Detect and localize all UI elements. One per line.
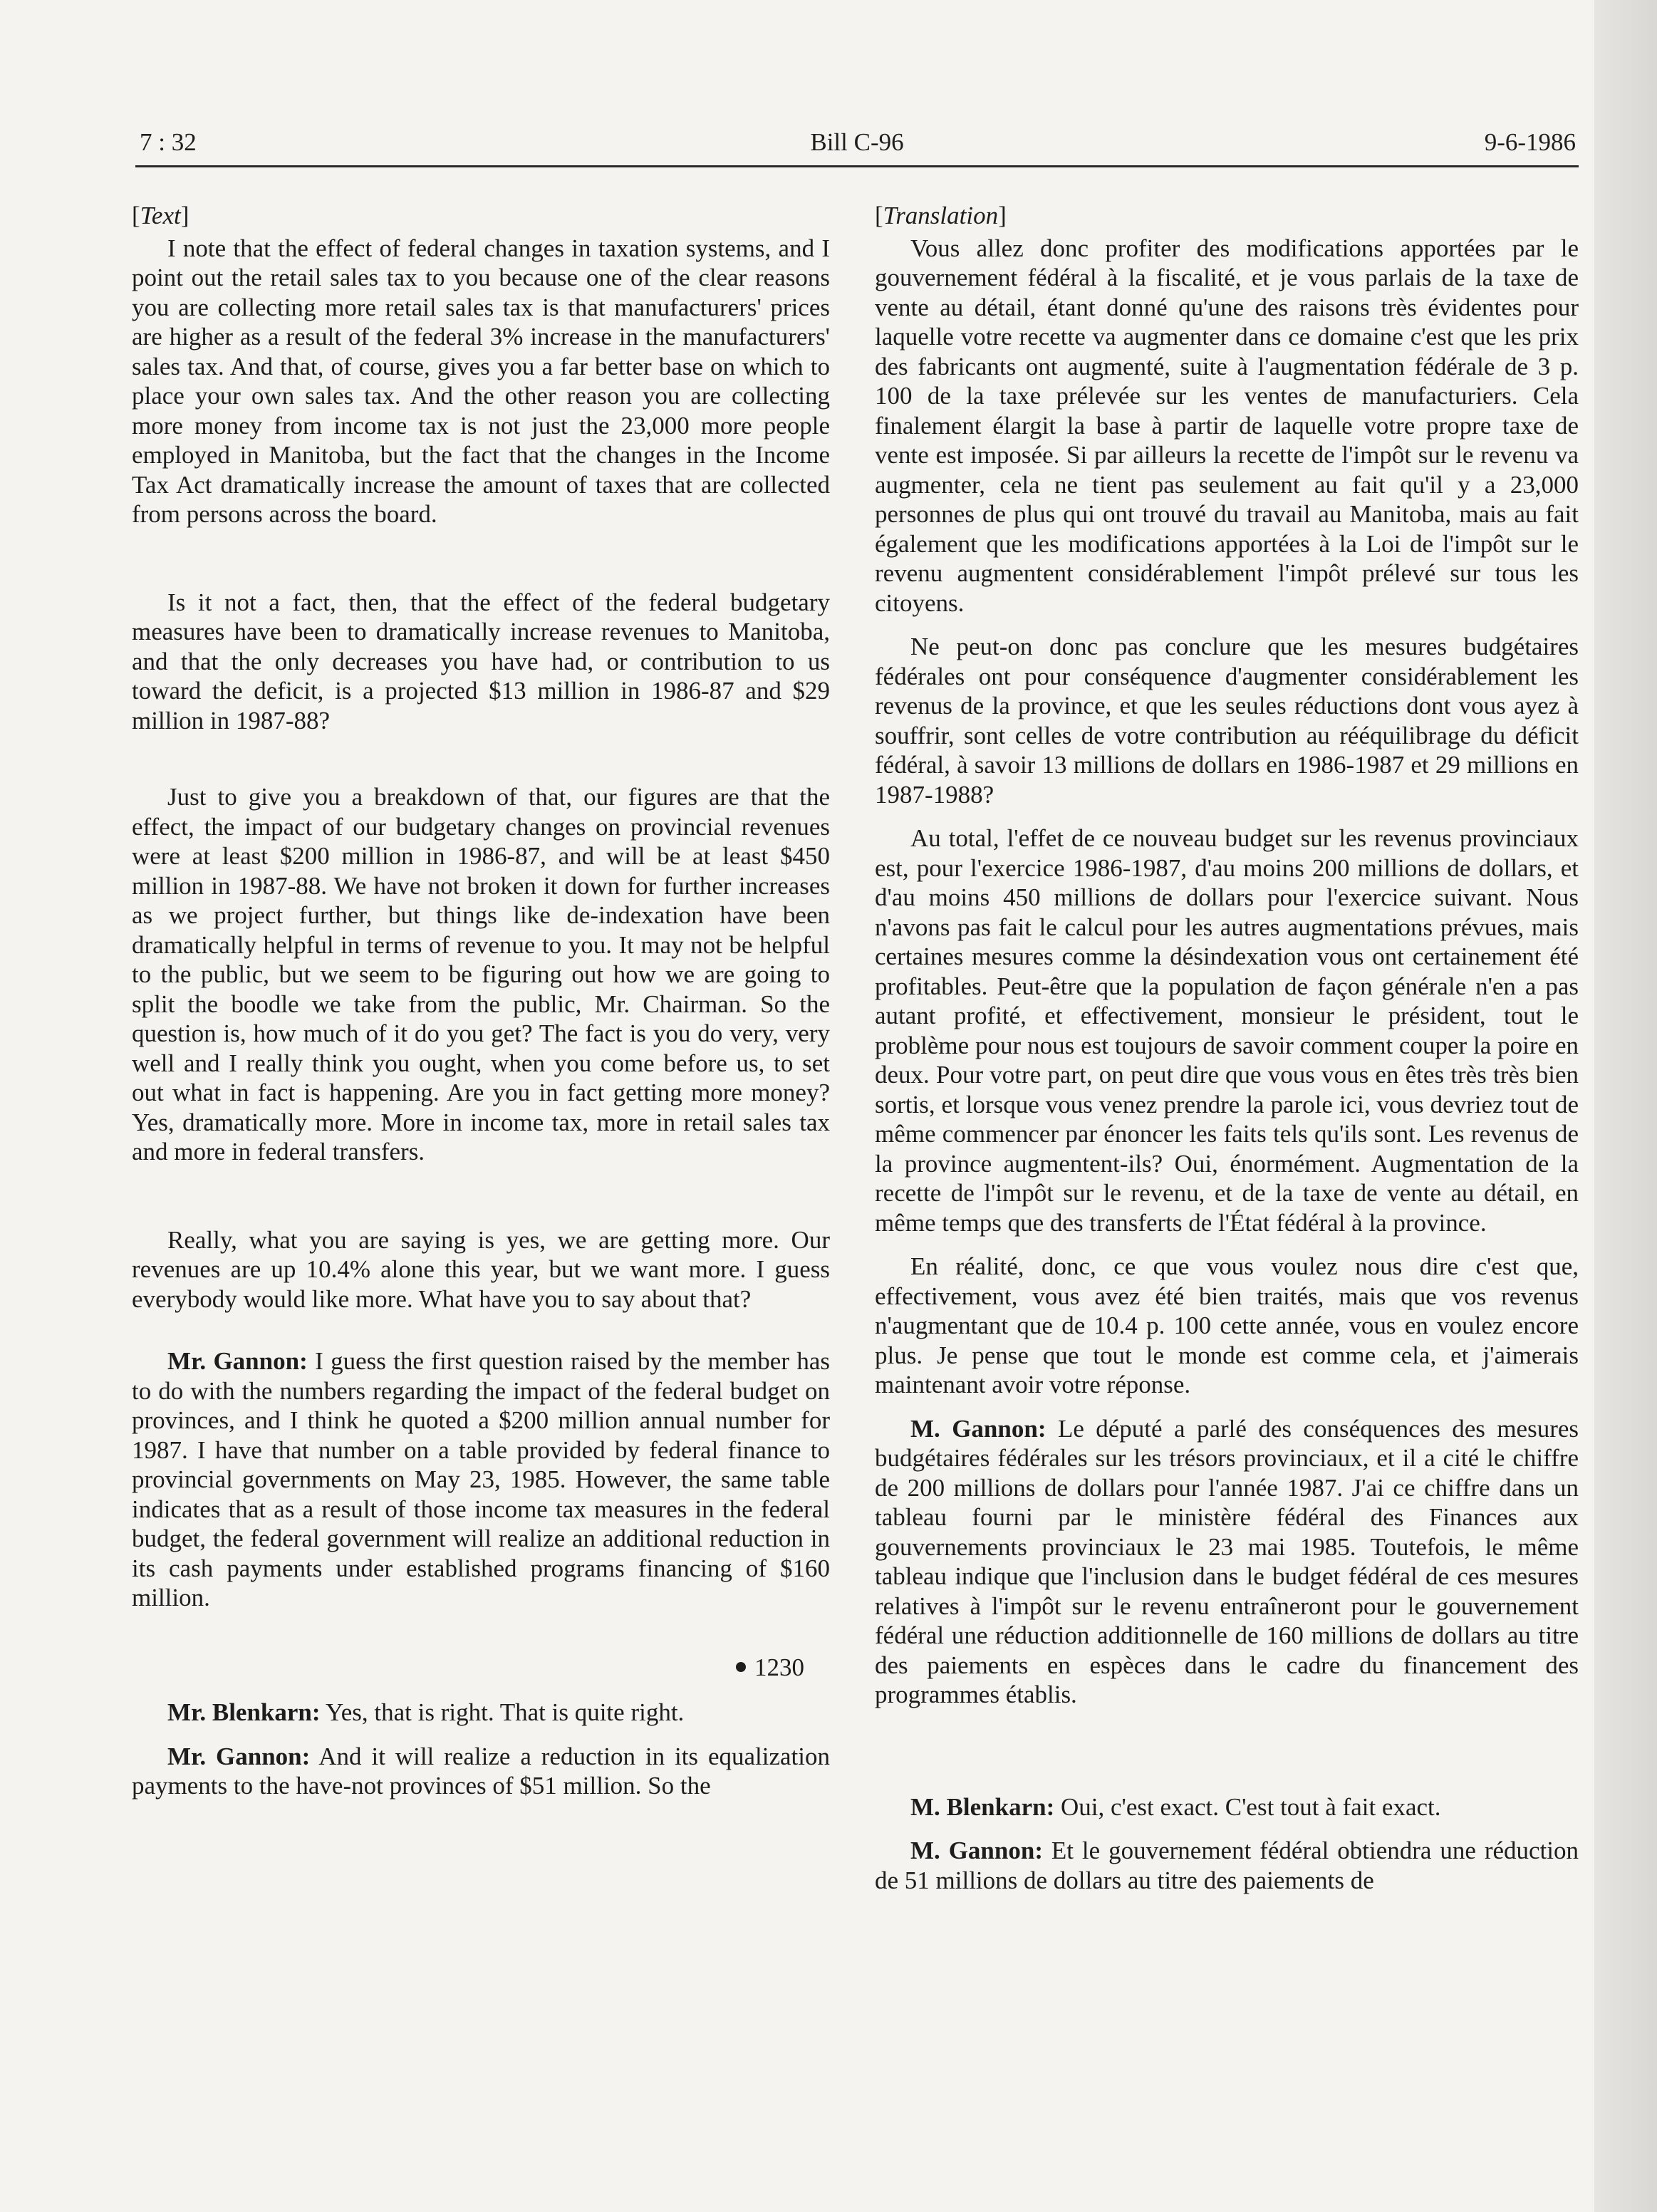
speaker-name: Mr. Gannon: [167, 1347, 308, 1375]
speaker-name: Mr. Gannon: [167, 1742, 311, 1770]
column-label-text: Translation [883, 202, 999, 229]
french-column [875, 201, 1579, 1895]
speech-text: Le député a parlé des conséquences des mesures budgétaires fédérales sur les trésors provinciaux, et il a cité le chiffre de 200 millions de dollars pour l'année 1987. J'ai ce chiffre dans un tableau fourni par le ministère fédéral des Finances aux gouvernements provinciaux le 23 mai 1985. Toutefois, le même tableau indique que l'inclusion dans le budget fédéral de ces mesures relatives à l'impôt sur le revenu entraîneront pour le gouvernement fédéral une réduction additionnelle de 160 millions de dollars au titre des paiements en espèces dans le cadre du financement des programmes établis. [875, 1414, 1579, 1708]
speech-text: Oui, c'est exact. C'est tout à fait exact. [1060, 1792, 1441, 1821]
column-label-text: Text [140, 202, 181, 229]
speech-paragraph [132, 1742, 830, 1801]
speech-paragraph [875, 1414, 1579, 1710]
speech-text: I guess the first question raised by the member has to do with the numbers regarding the impact of the federal budget on provinces, and I think he quoted a $200 million annual number for 1987. I have that number on a table provided by federal finance to provincial governments on May 23, 1985. However, the same table indicates that as a result of those income tax measures in the federal budget, the federal government will realize an additional reduction in its cash payments under established programs financing of $160 million. [132, 1347, 830, 1611]
speaker-name: M. Blenkarn: [910, 1792, 1055, 1821]
paragraph: Just to give you a breakdown of that, our figures are that the effect, the impact of our budgetary changes on provincial revenues were at least $200 million in 1986-87, and will be at least $450 million in 1987-88. We have not broken it down for further increases as we project further, but things like de-indexation have been dramatically helpful in terms of revenue to you. It may not be helpful to the public, but we seem to be figuring out how we are going to split the boodle we take from the public, Mr. Chairman. So the question is, how much of it do you get? The fact is you do very, very well and I really think you ought, when you come before us, to set out what in fact is happening. Are you in fact getting more money? Yes, dramatically more. More in income tax, more in retail sales tax and more in federal transfers. [132, 783, 830, 1165]
speech-text: Yes, that is right. That is quite right. [326, 1698, 685, 1726]
speaker-name: Mr. Blenkarn: [167, 1698, 321, 1726]
speaker-name: M. Gannon: [910, 1837, 1043, 1864]
paragraph: Au total, l'effet de ce nouveau budget sur les revenus provinciaux est, pour l'exercice 1986-1987, d'au moins 200 millions de dollars, et d'au moins 450 millions de dollars pour l'exercice suivant. Nous n'avons pas fait le calcul pour les autres augmentations prévues, mais certaines mesures comme la désindexation vous ont certainement été profitables. Peut-être que la population de façon générale n'en a pas autant profité, et effectivement, monsieur le président, tout le problème pour nous est toujours de savoir comment couper la poire en deux. Pour votre part, on peut dire que vous vous en êtes très très bien sortis, et lorsque vous venez prendre la parole ici, vous devriez tout de même commencer par énoncer les faits tels qu'ils sont. Les revenus de la province augmentent-ils? Oui, énormément. Augmentation de la recette de l'impôt sur le revenu, et de la taxe de vente au détail, en même temps que des transferts de l'État fédéral à la province. [875, 824, 1579, 1237]
time-marker [132, 1653, 804, 1683]
paragraph: I note that the effect of federal changes in taxation systems, and I point out the retail sales tax to you because one of the clear reasons you are collecting more retail sales tax is that manufacturers' prices are higher as a result of the federal 3% increase in the manufacturers' sales tax. And that, of course, gives you a far better base on which to place your own sales tax. And the other reason you are collecting more money from income tax is not just the 23,000 more people employed in Manitoba, but the fact that the changes in the Income Tax Act dramatically increase the amount of taxes that are collected from persons across the board. [132, 234, 830, 528]
column-label: [Translation] [875, 202, 1007, 229]
speech-paragraph [875, 1792, 1579, 1822]
time-marker-text: 1230 [754, 1653, 804, 1681]
page-edge-shadow [1594, 0, 1657, 2212]
bill-title: Bill C-96 [810, 128, 904, 156]
column-label: [Text] [132, 202, 189, 229]
paragraph: En réalité, donc, ce que vous voulez nous dire c'est que, effectivement, vous avez été bien traités, mais que vos revenus n'augmentant que de 10.4 p. 100 cette année, vous en voulez encore plus. Je pense que tout le monde est comme cela, et j'aimerais maintenant avoir votre réponse. [875, 1252, 1579, 1398]
paragraph: Is it not a fact, then, that the effect of the federal budgetary measures have been to dramatically increase revenues to Manitoba, and that the only decreases you have had, or contribution to us toward the deficit, is a projected $13 million in 1986-87 and $29 million in 1987-88? [132, 588, 830, 734]
page-number: 7 : 32 [140, 128, 197, 156]
page-date: 9-6-1986 [1484, 128, 1576, 156]
speech-paragraph [132, 1698, 830, 1728]
speaker-name: M. Gannon: [910, 1414, 1046, 1443]
page-header [135, 125, 1579, 167]
speech-paragraph [875, 1836, 1579, 1895]
speech-paragraph [132, 1346, 830, 1613]
speech-text: Et le gouvernement fédéral obtiendra une réduction de 51 millions de dollars au titre des paiements de [875, 1837, 1579, 1894]
english-column [132, 201, 830, 1801]
bullet-icon [736, 1662, 746, 1672]
paragraph: Really, what you are saying is yes, we are getting more. Our revenues are up 10.4% alone this year, but we want more. I guess everybody would like more. What have you to say about that? [132, 1225, 830, 1313]
paragraph: Vous allez donc profiter des modifications apportées par le gouvernement fédéral à la fiscalité, et je vous parlais de la taxe de vente au détail, étant donné qu'une des raisons très évidentes pour laquelle votre recette va augmenter dans ce domaine c'est que les prix des fabricants ont augmenté, suite à l'augmentation fédérale de 3 p. 100 de la taxe prélevée sur les ventes de manufacturiers. Cela finalement élargit la base à partir de laquelle votre propre taxe de vente est imposée. Si par ailleurs la recette de l'impôt sur le revenu va augmenter, cela ne tient pas seulement au fait qu'il y a 23,000 personnes de plus qui ont trouvé du travail au Manitoba, mais au fait également que les modifications apportées à la Loi de l'impôt sur le revenu augmentent considérablement l'impôt prélevé sur tous les citoyens. [875, 234, 1579, 617]
speech-text: And it will realize a reduction in its equalization payments to the have-not provinces of $51 million. So the [132, 1742, 830, 1800]
paragraph: Ne peut-on donc pas conclure que les mesures budgétaires fédérales ont pour conséquence d'augmenter considérablement les revenus de la province, et que les seules réductions dont vous ayez à souffrir, sont celles de votre contribution au rééquilibrage du déficit fédéral, à savoir 13 millions de dollars en 1986-1987 et 29 millions en 1987-1988? [875, 633, 1579, 809]
